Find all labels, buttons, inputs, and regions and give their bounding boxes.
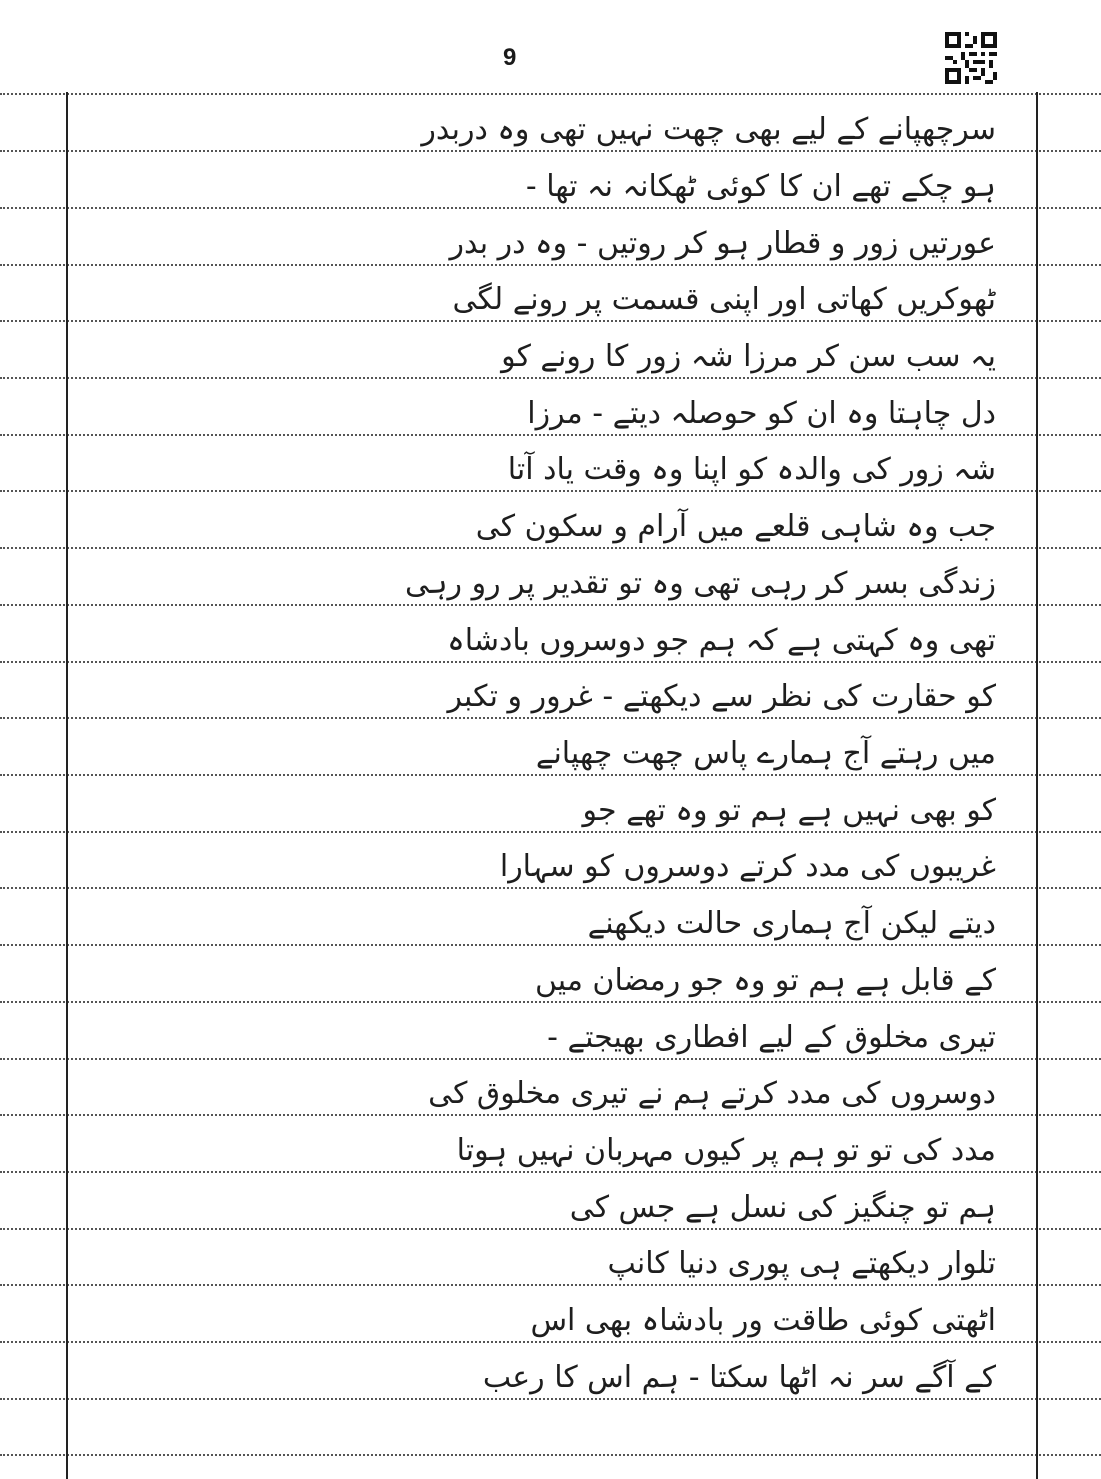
text-line: غریبوں کی مدد کرتے دوسروں کو سہارا xyxy=(499,849,996,884)
ruled-line xyxy=(0,1058,1101,1060)
text-line: دل چاہتا وہ ان کو حوصلہ دیتے - مرزا xyxy=(527,396,996,431)
text-line: مدد کی تو تو ہم پر کیوں مہربان نہیں ہوتا xyxy=(456,1133,996,1168)
ruled-line xyxy=(0,1284,1101,1286)
page-number: 9 xyxy=(503,44,517,71)
text-line: عورتیں زور و قطار ہو کر روتیں - وہ در بدر xyxy=(449,226,996,261)
text-line: شہ زور کی والدہ کو اپنا وہ وقت یاد آتا xyxy=(507,452,996,487)
text-line: دیتے لیکن آج ہماری حالت دیکھنے xyxy=(587,906,996,941)
ruled-line xyxy=(0,1228,1101,1230)
ruled-line xyxy=(0,264,1101,266)
ruled-line xyxy=(0,1398,1101,1400)
ruled-line xyxy=(0,93,1101,95)
ruled-line xyxy=(0,1341,1101,1343)
text-line: ہم تو چنگیز کی نسل ہے جس کی xyxy=(569,1190,996,1225)
ruled-line xyxy=(0,320,1101,322)
qr-code-icon xyxy=(945,32,997,84)
ruled-line xyxy=(0,490,1101,492)
right-margin-line xyxy=(1036,92,1038,1479)
ruled-line xyxy=(0,887,1101,889)
text-line: کو حقارت کی نظر سے دیکھتے - غرور و تکبر xyxy=(447,679,996,714)
ruled-line xyxy=(0,547,1101,549)
text-line: یہ سب سن کر مرزا شہ زور کا رونے کو xyxy=(501,339,996,374)
ruled-line xyxy=(0,661,1101,663)
text-line: تھی وہ کہتی ہے کہ ہم جو دوسروں بادشاہ xyxy=(447,623,996,658)
ruled-line xyxy=(0,377,1101,379)
left-margin-line xyxy=(66,92,68,1479)
text-line: ٹھوکریں کھاتی اور اپنی قسمت پر رونے لگی xyxy=(452,282,996,317)
ruled-line xyxy=(0,944,1101,946)
ruled-line xyxy=(0,1114,1101,1116)
ruled-line xyxy=(0,207,1101,209)
text-line: تیری مخلوق کے لیے افطاری بھیجتے - xyxy=(547,1020,996,1055)
text-line: زندگی بسر کر رہی تھی وہ تو تقدیر پر رو رہی xyxy=(404,566,996,601)
ruled-line xyxy=(0,1001,1101,1003)
text-line: کے آگے سر نہ اٹھا سکتا - ہم اس کا رعب xyxy=(482,1360,996,1395)
text-line: تلوار دیکھتے ہی پوری دنیا کانپ xyxy=(607,1246,996,1281)
text-line: سرچھپانے کے لیے بھی چھت نہیں تھی وہ دربدر xyxy=(421,112,996,147)
ruled-line xyxy=(0,604,1101,606)
text-line: کے قابل ہے ہم تو وہ جو رمضان میں xyxy=(534,963,996,998)
text-line: اٹھتی کوئی طاقت ور بادشاہ بھی اس xyxy=(530,1303,996,1338)
ruled-line xyxy=(0,150,1101,152)
text-line: کو بھی نہیں ہے ہم تو وہ تھے جو xyxy=(582,793,996,828)
ruled-line xyxy=(0,1171,1101,1173)
ruled-line xyxy=(0,831,1101,833)
ruled-line xyxy=(0,774,1101,776)
text-line: میں رہتے آج ہمارے پاس چھت چھپانے xyxy=(535,736,996,771)
ruled-line xyxy=(0,717,1101,719)
ruled-line xyxy=(0,1454,1101,1456)
text-line: جب وہ شاہی قلعے میں آرام و سکون کی xyxy=(475,509,996,544)
text-line: ہو چکے تھے ان کا کوئی ٹھکانہ نہ تھا - xyxy=(525,169,996,204)
text-line: دوسروں کی مدد کرتے ہم نے تیری مخلوق کی xyxy=(428,1076,996,1111)
ruled-line xyxy=(0,434,1101,436)
